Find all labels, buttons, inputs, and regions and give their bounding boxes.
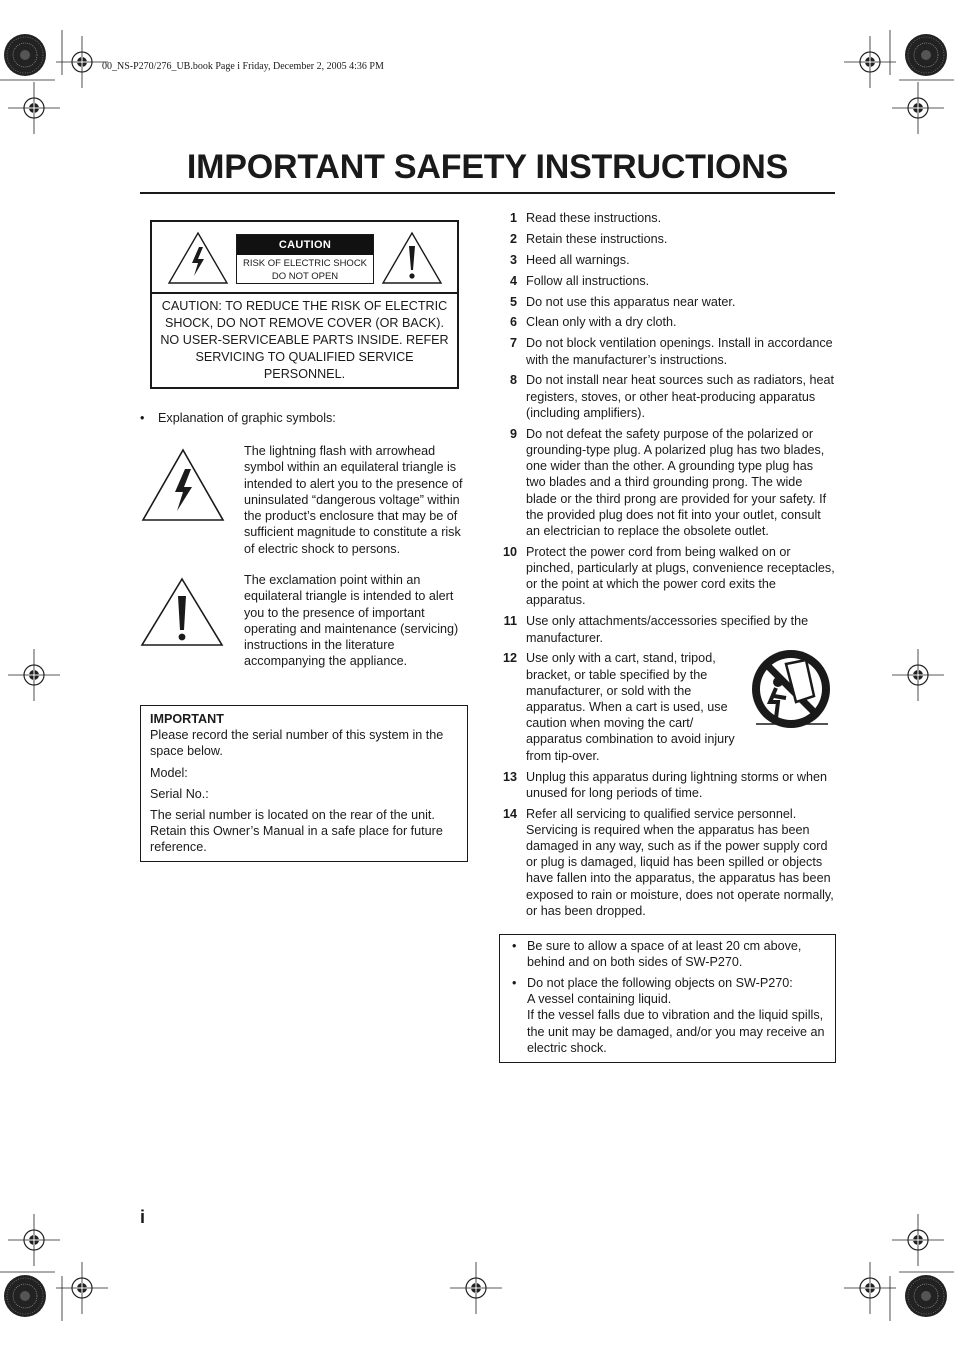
item-text: Do not use this apparatus near water. (526, 294, 736, 309)
color-wheel-icon (905, 1275, 947, 1317)
list-item (500, 769, 835, 801)
item-text: Follow all instructions. (526, 273, 650, 288)
item-text: Do not defeat the safety purpose of the polarized or grounding-type plug. A polarized plug has two blades, one wider than the other. A grounding type plug has two blades and a third grounding prong. The wide blade or the third prong are provided for your safety. If the provided plug does not fit into your outlet, consult an electrician to replace the obsolete outlet. (526, 426, 827, 538)
item-number: 8 (509, 373, 517, 388)
list-item (500, 650, 835, 763)
lightning-triangle-icon (166, 230, 230, 286)
exclamation-explanation: The exclamation point within an equilateral triangle is intended to alert you to the presence of important operating and maintenance (servicing) instructions in the literature accompanying the appliance. (244, 573, 459, 669)
item-number: 13 (502, 769, 517, 784)
item-number: 6 (509, 315, 517, 330)
list-item (500, 294, 835, 310)
caution-label-top (152, 222, 457, 294)
item-text: Do not install near heat sources such as radiators, heat registers, stoves, or other heat-producing apparatus (including amplifiers). (526, 373, 835, 420)
item-text: Use only attachments/accessories specified by the manufacturer. (526, 614, 809, 645)
item-number: 12 (502, 651, 517, 666)
list-item (500, 426, 835, 539)
registration-mark-icon (8, 82, 60, 134)
page-title: IMPORTANT SAFETY INSTRUCTIONS (186, 148, 789, 186)
registration-mark-icon (8, 1214, 60, 1266)
registration-mark-icon (56, 36, 108, 88)
page-number: i (140, 1207, 146, 1227)
item-number: 9 (509, 426, 517, 441)
important-box (140, 705, 468, 862)
list-item (500, 806, 835, 919)
color-wheel-icon (4, 1275, 46, 1317)
symbols-intro-text: Explanation of graphic symbols: (158, 411, 336, 425)
note-content (527, 975, 830, 1056)
list-item (500, 210, 835, 226)
registration-mark-icon (844, 36, 896, 88)
list-item (500, 335, 835, 367)
caution-label-title: CAUTION (237, 235, 373, 255)
symbols-intro (140, 411, 336, 425)
item-text: Heed all warnings. (526, 252, 630, 267)
item-text: Use only with a cart, stand, tripod, bracket, or table specified by the manufacturer, or sold with the apparatus. When a cart is used, use caution when moving the cart/ apparatus combination to avoid injury from tip-over. (526, 651, 735, 763)
registration-mark-icon (892, 1214, 944, 1266)
caution-risk-line2: DO NOT OPEN (271, 271, 339, 282)
registration-mark-icon (8, 649, 60, 701)
color-wheel-icon (905, 34, 947, 76)
title-rule (140, 192, 835, 194)
instructions-list (500, 210, 835, 924)
registration-mark-icon (56, 1262, 108, 1314)
bullet: • (512, 939, 517, 953)
item-text: Do not block ventilation openings. Install in accordance with the manufacturer’s instructions. (526, 336, 833, 367)
list-item (500, 372, 835, 421)
item-number: 3 (509, 252, 517, 267)
item-text: Unplug this apparatus during lightning storms or when unused for long periods of time. (526, 769, 828, 800)
file-header: 00_NS-P270/276_UB.book Page i Friday, December 2, 2005 4:36 PM (102, 61, 384, 72)
important-serial: Serial No.: (150, 786, 209, 801)
list-item (500, 314, 835, 330)
important-model: Model: (150, 765, 188, 780)
caution-label-panel (236, 234, 374, 284)
item-number: 14 (502, 806, 517, 821)
list-item (500, 613, 835, 645)
item-number: 5 (509, 294, 517, 309)
item-number: 11 (503, 614, 517, 629)
registration-mark-icon (892, 649, 944, 701)
registration-mark-icon (844, 1262, 896, 1314)
note-line3: If the vessel falls due to vibration and the liquid spills, the unit may be damaged, and/or you may receive an electric shock. (527, 1008, 825, 1055)
item-number: 1 (509, 211, 517, 225)
item-text: Clean only with a dry cloth. (526, 315, 677, 330)
item-number: 7 (509, 336, 517, 351)
registration-mark-icon (450, 1262, 502, 1314)
note-text: Be sure to allow a space of at least 20 cm above, behind and on both sides of SW-P270. (527, 939, 802, 970)
item-number: 2 (509, 231, 517, 246)
list-item (500, 273, 835, 289)
color-wheel-icon (4, 34, 46, 76)
bullet: • (140, 411, 145, 425)
list-item (500, 252, 835, 268)
item-text: Protect the power cord from being walked on or pinched, particularly at plugs, convenience receptacles, or the point at which the power cord exits the apparatus. (526, 544, 835, 608)
caution-text: CAUTION: TO REDUCE THE RISK OF ELECTRIC SHOCK, DO NOT REMOVE COVER (OR BACK). NO USER-SERVICEABLE PARTS INSIDE. REFER SERVICING TO QUALIFIED SERVICE PERSONNEL. (160, 299, 449, 381)
item-text: Retain these instructions. (526, 231, 668, 246)
cart-tipover-icon (748, 646, 834, 732)
caution-label (150, 220, 459, 389)
registration-mark-icon (892, 82, 944, 134)
notes-box (499, 934, 836, 1063)
item-number: 10 (502, 544, 517, 559)
exclamation-triangle-icon (380, 230, 444, 286)
note-item (512, 938, 830, 970)
lightning-triangle-icon (140, 447, 226, 523)
important-heading: IMPORTANT (150, 712, 224, 726)
note-line2: A vessel containing liquid. (527, 992, 672, 1007)
item-number: 4 (509, 273, 517, 288)
item-text: Refer all servicing to qualified service personnel. Servicing is required when the apparatus has been damaged in any way, such as if the power supply cord or plug is damaged, liquid has been spilled or objects have fallen into the apparatus, the apparatus has been exposed to rain or moisture, does not operate normally, or has been dropped. (526, 806, 834, 918)
lightning-explanation: The lightning flash with arrowhead symbol within an equilateral triangle is intended to alert you to the presence of uninsulated “dangerous voltage” within the product’s enclosure that may be of sufficient magnitude to constitute a risk of electric shock to persons. (244, 444, 463, 556)
important-line2: The serial number is located on the rear of the unit. Retain this Owner’s Manual in a safe place for future reference. (150, 808, 443, 855)
caution-label-risk (237, 255, 373, 283)
item-text: Read these instructions. (526, 211, 662, 225)
list-item (500, 231, 835, 247)
exclamation-triangle-icon (139, 576, 225, 648)
bullet: • (512, 975, 517, 990)
important-line1: Please record the serial number of this system in the space below. (150, 728, 444, 759)
note-text: Do not place the following objects on SW-P270: (527, 975, 793, 990)
caution-risk-line1: RISK OF ELECTRIC SHOCK (242, 258, 368, 269)
note-item (512, 975, 830, 1056)
list-item (500, 544, 835, 609)
